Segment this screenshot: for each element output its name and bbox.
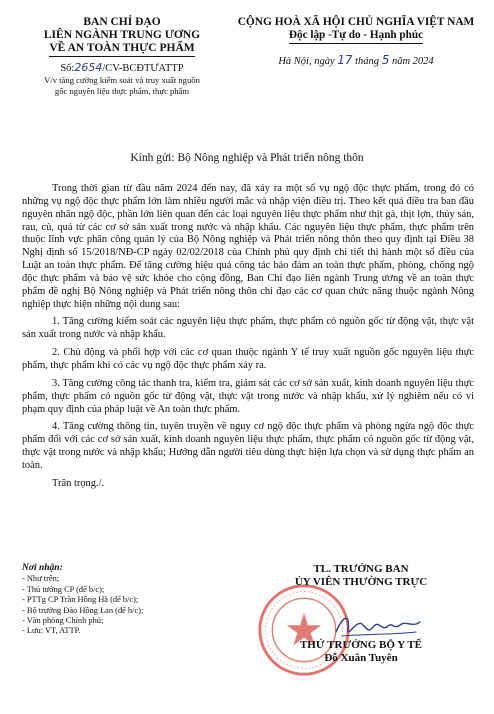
doc-no-suffix: /CV-BCĐTƯATTP bbox=[102, 63, 184, 74]
doc-no-prefix: Số: bbox=[60, 63, 75, 74]
signer-authority-line2: ỦY VIÊN THƯỜNG TRỰC bbox=[294, 576, 428, 588]
body-paragraph-item-3: 3. Tăng cường công tác thanh tra, kiểm tra, giám sát các cơ sở sản xuất, kinh doanh nguyên liệu thực phẩm, thực phẩm có nguồn gốc từ động vật, thực vật trong nước và nhập khẩu, xử lý nghiêm nếu có vi phạm quy định của pháp luật về An toàn thực phẩm. bbox=[22, 377, 474, 415]
recipient-item: - Văn phòng Chính phủ; bbox=[22, 616, 104, 626]
body-paragraph-item-4: 4. Tăng cường thông tin, tuyên truyền về nguy cơ ngộ độc thực phẩm và phòng ngừa ngộ độc thực phẩm đối với các cơ sở sản xuất, kinh doanh nguyên liệu thực phẩm, thực phẩm có nguồn gốc từ động vật, thực vật trong nước và nhập khẩu; Hướng dẫn người tiêu dùng thực hiện lựa chọn và sử dụng thực phẩm an toàn. bbox=[22, 421, 474, 471]
closing-line: Trân trọng./. bbox=[52, 477, 105, 489]
body-paragraph-intro: Trong thời gian từ đầu năm 2024 đến nay, đã xảy ra một số vụ ngộ độc thực phẩm, trong đó có những vụ ngộ độc thực phẩm lớn làm nhiều người mắc và nhập viện điều trị. Theo kết quả điều tra ban đầu nguyên nhân ngộ độc, phần lớn liên quan đến các loại nguyên liệu thực phẩm như thịt gà, thịt lợn, thủy sản, rau, củ, quả từ các cơ sở sản xuất trong nước và nhập khẩu. Các nguyên liệu thực phẩm, thực phẩm trên thuộc lĩnh vực phân công quản lý của Bộ Nông nghiệp và Phát triển nông thôn theo quy định tại Điều 38 Nghị định số 15/2018/NĐ-CP ngày 02/02/2018 của Chính phủ quy định chi tiết thi hành một số điều của Luật an toàn thực phẩm. Để tăng cường hiệu quả công tác bảo đảm an toàn thực phẩm, phòng, chống ngộ độc thực phẩm và bảo vệ sức khỏe cho cộng đồng, Ban Chỉ đạo liên ngành Trung ương về an toàn thực phẩm đề nghị Bộ Nông nghiệp và Phát triển nông thôn chỉ đạo các cơ quan chức năng thuộc ngành Nông nghiệp thực hiện những nội dung sau: bbox=[22, 183, 474, 310]
signer-authority-line1: TL. TRƯỞNG BAN bbox=[313, 563, 409, 575]
agency-name-line2: LIÊN NGÀNH TRUNG ƯƠNG bbox=[43, 29, 201, 41]
date-mid: tháng bbox=[355, 56, 380, 67]
date-suffix: năm 2024 bbox=[391, 56, 434, 67]
recipient-item: - Bộ trưởng Đào Hồng Lan (để b/c); bbox=[22, 605, 144, 615]
subject-line2: gốc nguyên liệu thực phẩm, thực phẩm bbox=[54, 86, 190, 96]
recipients-list bbox=[22, 563, 232, 637]
body-paragraph-item-1: 1. Tăng cường kiểm soát các nguyên liệu thực phẩm, thực phẩm có nguồn gốc từ động vật, thực vật sản xuất trong nước và nhập khẩu. bbox=[22, 316, 474, 341]
body-paragraph-item-2: 2. Chủ động và phối hợp với các cơ quan thuộc ngành Y tế truy xuất nguồn gốc nguyên liệu thực phẩm, thực phẩm khi có các vụ ngộ độc thực phẩm xảy ra. bbox=[22, 347, 474, 371]
agency-name-line1: BAN CHỈ ĐẠO bbox=[83, 16, 161, 28]
letter-body bbox=[22, 183, 474, 496]
date-day: 17 bbox=[337, 53, 353, 67]
document-number bbox=[22, 61, 222, 74]
issuing-agency-block bbox=[22, 16, 222, 96]
recipient-item: - Thủ tướng CP (để b/c); bbox=[22, 584, 105, 594]
handwritten-signature-icon bbox=[332, 608, 424, 642]
recipient-item: - Như trên; bbox=[22, 574, 60, 584]
doc-no-handwritten: 2654 bbox=[74, 61, 103, 74]
agency-name-line3: VỀ AN TOÀN THỰC PHẨM bbox=[49, 42, 194, 57]
national-header-block bbox=[225, 16, 487, 67]
document-date bbox=[225, 53, 487, 67]
recipient-line: Kính gửi: Bộ Nông nghiệp và Phát triển nông thôn bbox=[130, 152, 364, 164]
recipient-item: - PTTg CP Trần Hồng Hà (để b/c); bbox=[22, 595, 139, 605]
recipients-title: Nơi nhận: bbox=[22, 563, 63, 573]
national-title: CỘNG HOÀ XÃ HỘI CHỦ NGHĨA VIỆT NAM bbox=[237, 16, 475, 28]
signer-position: THỨ TRƯỞNG BỘ Y TẾ bbox=[299, 639, 423, 651]
signer-name: Đỗ Xuân Tuyên bbox=[324, 652, 398, 664]
date-month: 5 bbox=[381, 53, 390, 67]
national-motto: Độc lập -Tự do - Hạnh phúc bbox=[289, 29, 423, 44]
date-prefix: Hà Nội, ngày bbox=[278, 56, 335, 67]
recipient-item: - Lưu: VT, ATTP. bbox=[22, 626, 81, 636]
subject-line1: V/v tăng cường kiểm soát và truy xuất nguồn bbox=[44, 75, 200, 85]
